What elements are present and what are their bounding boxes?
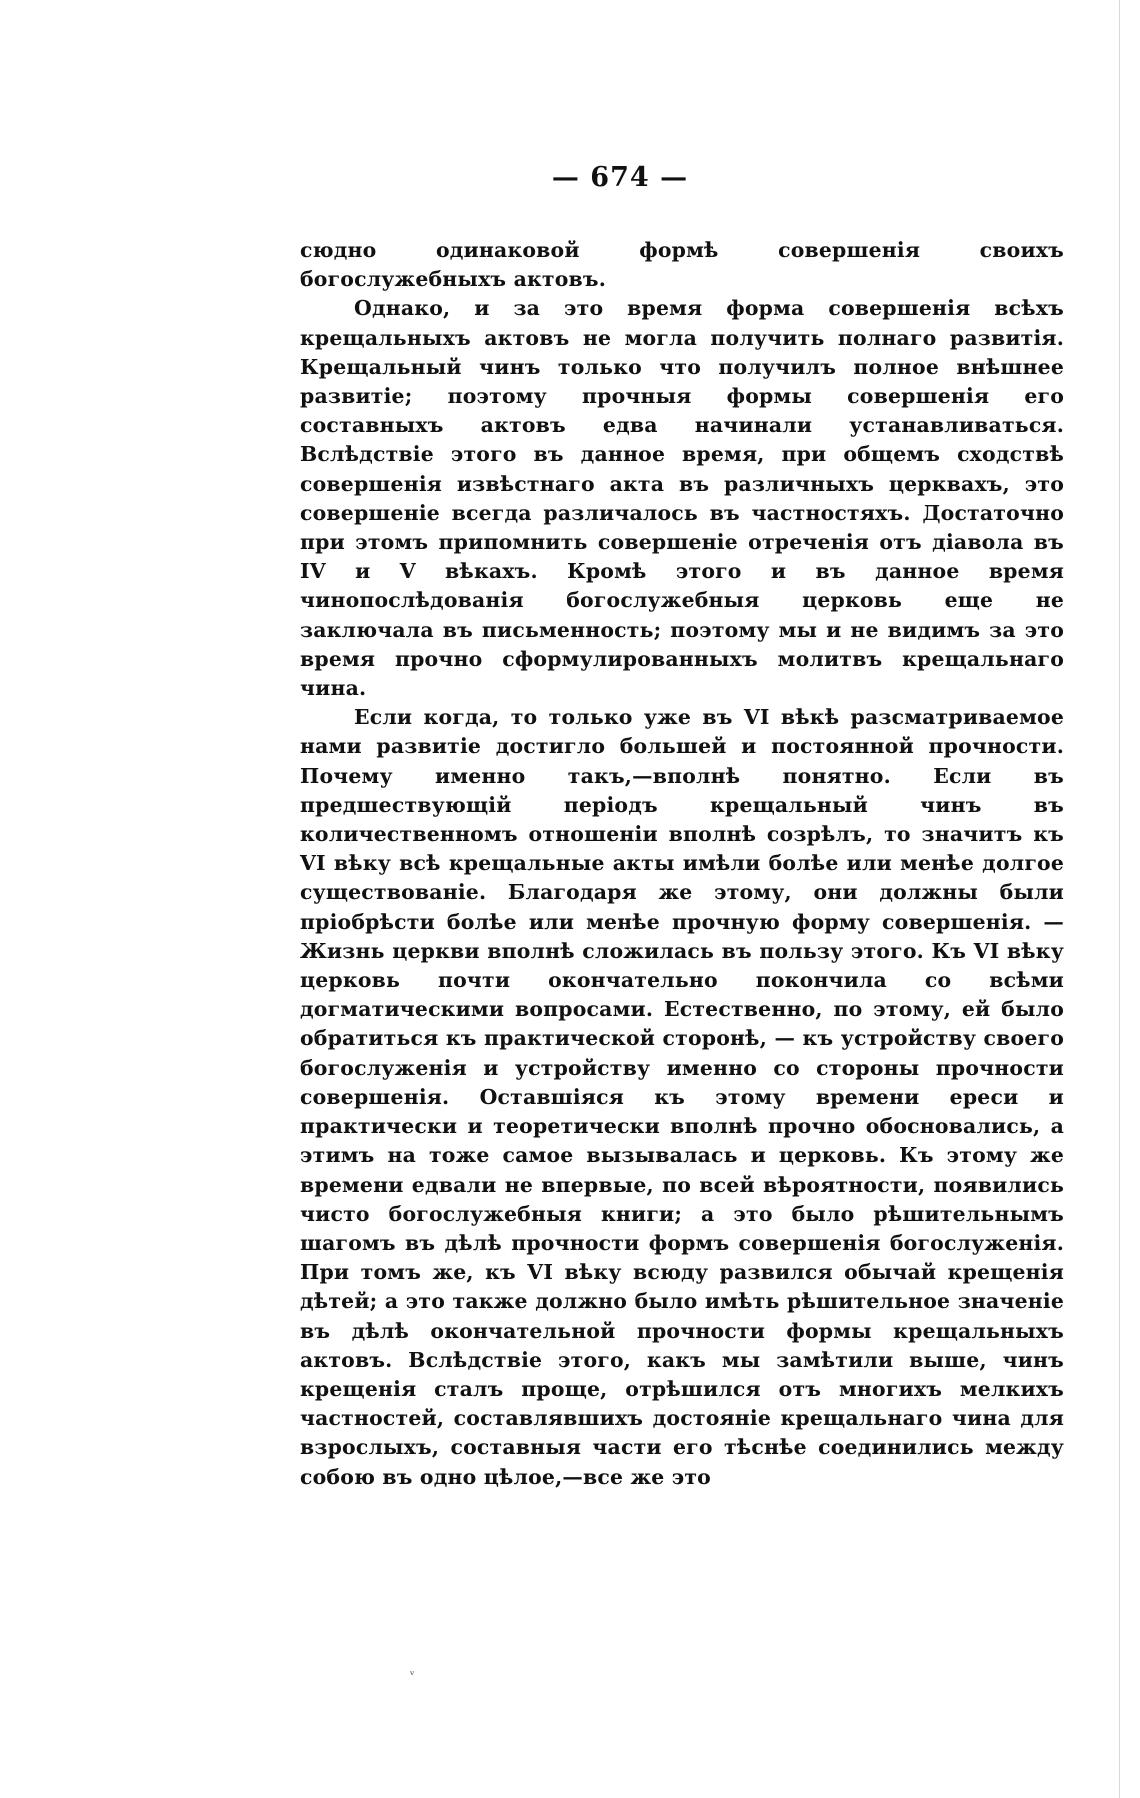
- stray-print-mark: ᵛ: [410, 1668, 415, 1682]
- page-number: — 674 —: [551, 162, 689, 193]
- paragraph: Однако, и за это время форма совершенія всѣхъ крещальныхъ актовъ не могла получить полнаго развитія. Крещальный чинъ только что получилъ полное внѣшнее развитіе; поэтому прочныя формы совершенія его составныхъ актовъ едва начинали устанавливаться. Вслѣдствіе этого въ данное время, при общемъ сходствѣ совершенія извѣстнаго акта въ различныхъ церквахъ, это совершеніе всегда различалось въ частностяхъ. Достаточно при этомъ припомнить совершеніе отреченія отъ діавола въ IV и V вѣкахъ. Кромѣ этого и въ данное время чинопослѣдованія богослужебныя церковь еще не заключала въ письменность; поэтому мы и не видимъ за это время прочно сформулированныхъ молитвъ крещальнаго чина.: [300, 296, 1064, 701]
- paragraph: Если когда, то только уже въ VI вѣкѣ разсматриваемое нами развитіе достигло большей и постоянной прочности. Почему именно такъ,—вполнѣ понятно. Если въ предшествующій періодъ крещальный чинъ въ количественномъ отношеніи вполнѣ созрѣлъ, то значитъ къ VI вѣку всѣ крещальные акты имѣли болѣе или менѣе долгое существованіе. Благодаря же этому, они должны были пріобрѣсти болѣе или менѣе прочную форму совершенія. — Жизнь церкви вполнѣ сложилась въ пользу этого. Къ VI вѣку церковь почти окончательно покончила со всѣми догматическими вопросами. Естественно, по этому, ей было обратиться къ практической сторонѣ, — къ устройству своего богослуженія и устройству именно со стороны прочности совершенія. Оставшіяся къ этому времени ереси и практически и теоретически вполнѣ прочно обосновались, а этимъ на тоже самое вызывалась и церковь. Къ этому же времени едвали не впервые, по всей вѣроятности, появились чисто богослужебныя книги; а это было рѣшительнымъ шагомъ въ дѣлѣ прочности формъ совершенія богослуженія. При томъ же, къ VI вѣку всюду развился обычай крещенія дѣтей; а это также должно было имѣть рѣшительное значеніе въ дѣлѣ окончательной прочности формы крещальныхъ актовъ. Вслѣдствіе этого, какъ мы замѣтили выше, чинъ крещенія сталъ проще, отрѣшился отъ многихъ мелкихъ частностей, составлявшихъ достояніе крещальнаго чина для взрослыхъ, составныя части его тѣснѣе соединились между собою въ одно цѣлое,—все же это: [300, 705, 1064, 1489]
- body-text: [300, 236, 1064, 1492]
- page-edge-line: [1119, 0, 1120, 1798]
- paragraph-continuation: сюдно одинаковой формѣ совершенія своихъ богослужебныхъ актовъ.: [300, 238, 1064, 292]
